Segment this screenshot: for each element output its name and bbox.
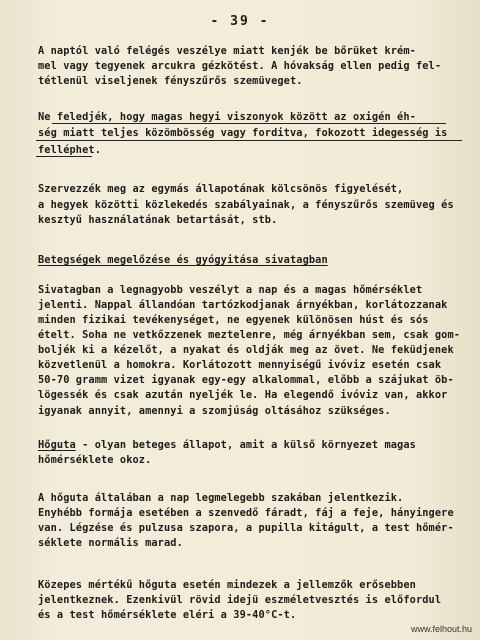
text-line: minden fizikai tevékenységet, ne egyenek különösen húst és sós xyxy=(38,314,429,326)
text-line: 50-70 gramm vizet igyanak egy-egy alkalommal, előbb a szájukat öb- xyxy=(38,374,454,386)
text-line: Hőguta - olyan beteges állapot, amit a külső környezet magas xyxy=(38,439,416,451)
text-line: boljék ki a kézelőt, a nyakat és oldják meg az övet. Ne feküdjenek xyxy=(38,344,454,356)
text-line: Enyhébb formája esetében a szenvedő fáradt, fáj a feje, hányingere xyxy=(38,507,454,519)
watermark: www.felhout.hu xyxy=(410,624,472,634)
text-line: lögessék és csak azután nyeljék le. Ha elegendő ivóviz van, akkor xyxy=(38,389,448,401)
text-line: A naptól való felégés veszélye miatt kenjék be bőrüket krém- xyxy=(38,45,416,57)
page-number: - 39 - xyxy=(210,14,270,29)
text-line: A hőguta általában a nap legmelegebb szakában jelentkezik. xyxy=(38,492,404,504)
text-line: Sivatagban a legnagyobb veszélyt a nap és a magas hőmérséklet xyxy=(38,284,423,296)
text-line: Közepes mértékű hőguta esetén mindezek a jellemzők erősebben xyxy=(38,579,416,591)
text-line: tétlenül viseljenek fényszűrős szemüveget. xyxy=(38,75,303,87)
text-line: ételt. Soha ne vetkőzzenek meztelenre, még árnyékban sem, csak gom- xyxy=(38,329,461,341)
text-line: hőmérséklete okoz. xyxy=(38,454,152,466)
text-line: jelenti. Nappal állandóan tartózkodjanak árnyékban, korlátozzanak xyxy=(38,299,448,311)
text-line: közvetlenül a homokra. Korlátozott mennyiségű ivóviz esetén csak xyxy=(38,359,442,371)
underlined-text-line: Ne feledjék, hogy magas hegyi viszonyok között az oxigén éh- xyxy=(38,111,416,123)
text-line: jelentkeznek. Ezenkivül rövid idejü eszméletvesztés is előfordul xyxy=(38,594,442,606)
text-line: igyanak annyit, amennyi a szomjúság oltásához szükséges. xyxy=(38,405,391,417)
underline-rule xyxy=(36,156,92,157)
text-line: séklete normális marad. xyxy=(38,537,183,549)
underline-rule xyxy=(36,140,462,141)
text-line: kesztyű használatának betartását, stb. xyxy=(38,214,278,226)
text-line: van. Légzése és pulzusa szapora, a pupilla kitágult, a test hőmér- xyxy=(38,522,454,534)
underlined-text-line: felléphet. xyxy=(38,144,101,156)
underline-rule xyxy=(52,123,446,124)
text-line: mel vagy tegyenek arcukra gézkötést. A hóvakság ellen pedig fel- xyxy=(38,60,442,72)
text-line: és a test hőmérséklete eléri a 39-40°C-t. xyxy=(38,609,297,621)
text-line: Szervezzék meg az egymás állapotának kölcsönös figyelését, xyxy=(38,183,404,195)
term-hoguta: Hőguta xyxy=(38,439,76,451)
text-line: a hegyek közötti közlekedés szabályainak, a fényszűrős szemüveg és xyxy=(38,199,454,211)
underlined-text-line: ség miatt teljes közömbösség vagy forditva, fokozott idegesség is xyxy=(38,127,448,139)
section-heading: Betegségek megelőzése és gyógyitása sivatagban xyxy=(38,254,328,266)
